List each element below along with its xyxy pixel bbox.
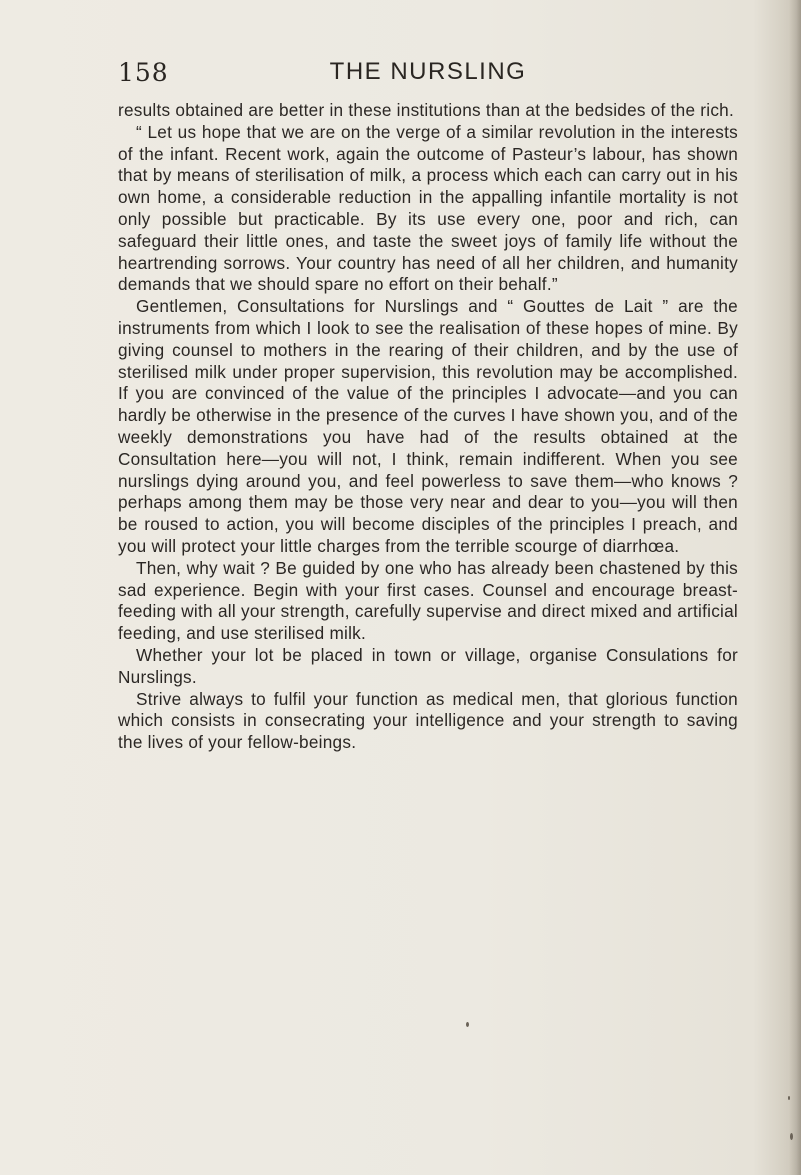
page-header	[118, 58, 738, 92]
page-edge-shadow	[789, 0, 801, 1175]
paragraph-quotation: “ Let us hope that we are on the verge of a similar revolution in the interests of the infant. Recent work, again the outcome of Pasteur’s labour, has shown that by means of sterilisation of milk, a process which each can carry out in his own home, a considerable reduction in the appalling infantile mortality is not only possible but practicable. By its use every one, poor and rich, can safeguard their little ones, and taste the sweet joys of family life without the heartrending sorrows. Your country has need of all her children, and humanity demands that we should spare no effort on their behalf.”	[118, 121, 738, 295]
paragraph-consultations: Gentlemen, Consultations for Nurslings and “ Gouttes de Lait ” are the instruments from which I look to see the realisation of these hopes of mine. By giving counsel to mothers in the rearing of their children, and by the use of sterilised milk under proper supervision, this revolution may be accomplished. If you are convinced of the value of the principles I advocate—and you can hardly be otherwise in the presence of the curves I have shown you, and of the weekly demonstrations you have had of the results obtained at the Consultation here—you will not, I think, remain indifferent. When you see nurslings dying around you, and feel powerless to save them—who knows ? perhaps among them may be those very near and dear to you—you will then be roused to action, you will become disciples of the principles I preach, and you will protect your little charges from the terrible scourge of diarrhœa.	[118, 296, 738, 556]
paragraph-organise: Whether your lot be placed in town or village, organise Consulations for Nurslings.	[118, 644, 738, 687]
page-number: 158	[118, 58, 169, 87]
paragraph-continuation: results obtained are better in these institutions than at the bedsides of the rich.	[118, 100, 734, 120]
paper-speck	[788, 1096, 790, 1100]
paper-speck	[466, 1022, 469, 1027]
paragraph-strive: Strive always to fulfil your function as medical men, that glorious function which consists in consecrating your intelligence and your strength to saving the lives of your fellow-beings.	[118, 688, 738, 753]
body-text	[118, 100, 738, 754]
running-head: THE NURSLING	[329, 58, 527, 85]
paragraph-why-wait: Then, why wait ? Be guided by one who has already been chastened by this sad experience. Begin with your first cases. Counsel and encourage breast-feeding with all your strength, carefully supervise and direct mixed and artificial feeding, and use sterilised milk.	[118, 557, 738, 644]
paper-speck	[790, 1133, 793, 1140]
